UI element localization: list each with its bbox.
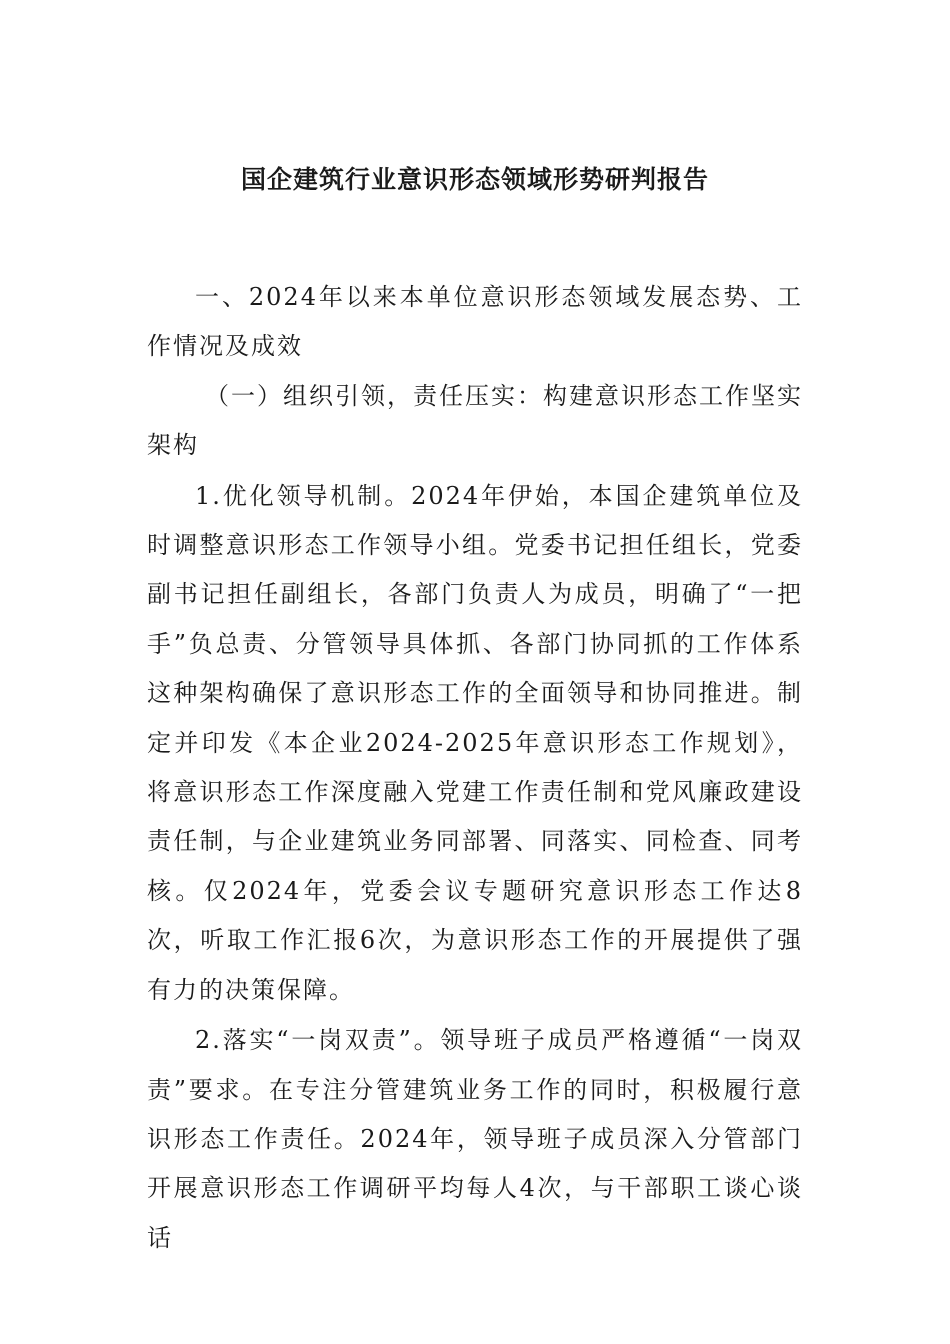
body-paragraph: 2.落实“一岗双责”。领导班子成员严格遵循“一岗双责”要求。在专注分管建筑业务工作的同时，积极履行意识形态工作责任。2024年，领导班子成员深入分管部门开展意识形态工作调研平均每人4次，与干部职工谈心谈话: [147, 1026, 803, 1252]
subsection-heading: （一）组织引领，责任压实：构建意识形态工作坚实架构: [147, 381, 803, 460]
body-paragraph: 1.优化领导机制。2024年伊始，本国企建筑单位及时调整意识形态工作领导小组。党委书记担任组长，党委副书记担任副组长，各部门负责人为成员，明确了“一把手”负总责、分管领导具体抓、各部门协同抓的工作体系这种架构确保了意识形态工作的全面领导和协同推进。制定并印发《本企业2024-2025年意识形态工作规划》，将意识形态工作深度融入党建工作责任制和党风廉政建设责任制，与企业建筑业务同部署、同落实、同检查、同考核。仅2024年，党委会议专题研究意识形态工作达8次，听取工作汇报6次，为意识形态工作的开展提供了强有力的决策保障。: [147, 481, 803, 1004]
section-heading: 一、2024年以来本单位意识形态领域发展态势、工作情况及成效: [147, 283, 803, 361]
document-body: [147, 273, 803, 1263]
document-title: 国企建筑行业意识形态领域形势研判报告: [240, 165, 709, 194]
